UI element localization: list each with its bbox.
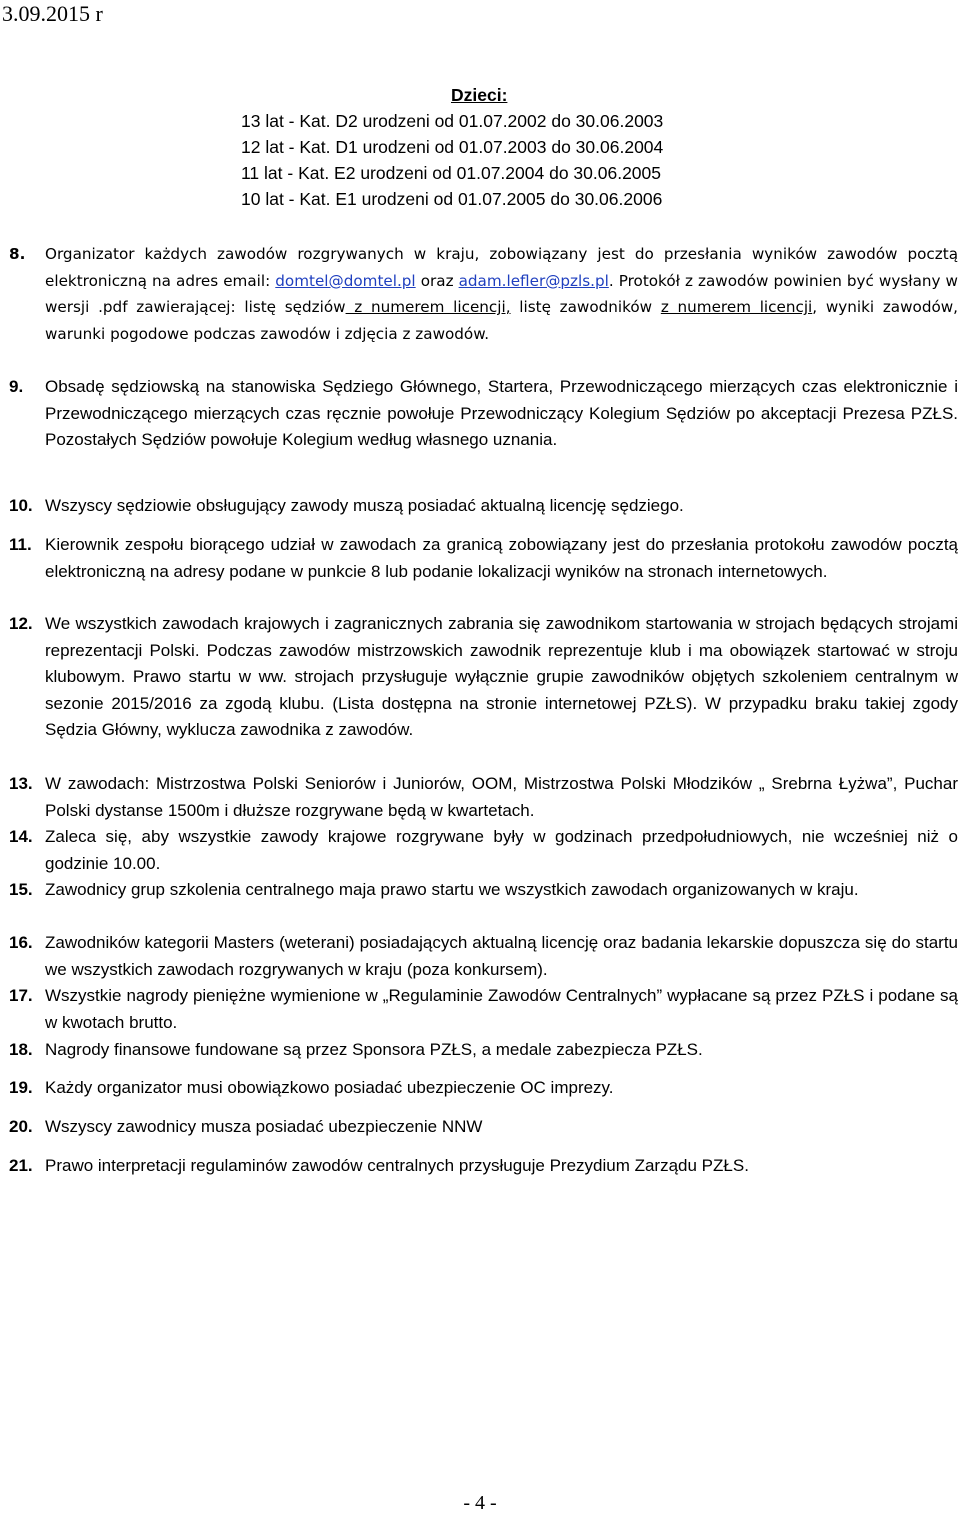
rule-item-19 [9,1075,958,1102]
rule-item-15 [9,877,958,904]
rule-number: 9. [9,377,24,396]
rule-item-8 [9,241,958,347]
rule-item-9 [9,374,958,454]
document-date: 3.09.2015 r [2,1,103,26]
category-line: 12 lat - Kat. D1 urodzeni od 01.07.2003 do 30.06.2004 [241,137,664,157]
rule-item-14 [9,824,958,877]
rule-text: Kierownik zespołu biorącego udział w zawodach za granicą zobowiązany jest do przesłania protokołu zawodów pocztą elektroniczną na adresy podane w punkcie 8 lub podanie lokalizacji wyników na stronach internetowych. [45,535,958,581]
rule-text: Obsadę sędziowską na stanowiska Sędziego Głównego, Startera, Przewodniczącego mierzących czas elektronicznie i Przewodniczącego mierzących czas ręcznie powołuje Przewodniczący Kolegium Sędziów po akceptacji Prezesa PZŁS. Pozostałych Sędziów powołuje Kolegium według własnego uznania. [45,377,958,450]
rule-item-16 [9,930,958,983]
rule-text: W zawodach: Mistrzostwa Polski Seniorów i Juniorów, OOM, Mistrzostwa Polski Młodzików „ Srebrna Łyżwa”, Puchar Polski dystanse 1500m i dłuższe rozgrywane będą w kwartetach. [45,774,958,820]
rule-text: Zawodników kategorii Masters (weterani) posiadających aktualną licencję oraz badania lekarskie dopuszcza się do startu we wszystkich zawodach rozgrywanych w kraju (poza konkursem). [45,933,958,979]
rule-item-10 [9,493,958,520]
email-link-domtel[interactable]: domtel@domtel.pl [275,271,416,290]
rule-text: Zaleca się, aby wszystkie zawody krajowe rozgrywane były w godzinach przedpołudniowych, nie wcześniej niż o godzinie 10.00. [45,827,958,873]
rule-number: 19. [9,1078,33,1097]
page-number: - 4 - [463,1492,497,1514]
rule-number: 17. [9,986,33,1005]
rule-number: 20. [9,1117,33,1136]
email-link-lefler[interactable]: adam.lefler@pzls.pl [458,271,609,290]
rule-text: Wszyscy sędziowie obsługujący zawody muszą posiadać aktualną licencję sędziego. [45,496,684,515]
rule-number: 21. [9,1156,33,1175]
rule-text: Zawodnicy grup szkolenia centralnego maja prawo startu we wszystkich zawodach organizowanych w kraju. [45,880,859,899]
category-line: 13 lat - Kat. D2 urodzeni od 01.07.2002 do 30.06.2003 [241,111,664,131]
rule-item-12 [9,611,958,744]
rule-text: Prawo interpretacji regulaminów zawodów centralnych przysługuje Prezydium Zarządu PZŁS. [45,1156,749,1175]
rule-text: We wszystkich zawodach krajowych i zagranicznych zabrania się zawodnikom startowania w strojach będących strojami reprezentacji Polski. Podczas zawodów mistrzowskich zawodnik reprezentuje klub i ma obowiązek startować w stroju klubowym. Prawo startu w ww. strojach przysługuje wyłącznie grupie zawodników objętych szkoleniem centralnym w sezonie 2015/2016 za zgodą klubu. (Lista dostępna na stronie internetowej PZŁS). W przypadku braku takiej zgody Sędzia Główny, wyklucza zawodnika z zawodów. [45,614,958,740]
category-line: 10 lat - Kat. E1 urodzeni od 01.07.2005 do 30.06.2006 [241,189,663,209]
rule-number: 8. [9,245,26,263]
rule-text: Każdy organizator musi obowiązkowo posiadać ubezpieczenie OC imprezy. [45,1078,614,1097]
rule-number: 16. [9,933,33,952]
rule-text: Organizator każdych zawodów rozgrywanych w kraju, zobowiązany jest do przesłania wyników zawodów pocztą elektroniczną na adres email: domtel@domtel.pl oraz adam.lefler@pzls.pl. Protokół z zawodów powinien być wysłany w wersji .pdf zawierającej: listę sędziów z numerem licencji, listę zawodników z numerem licencji, wyniki zawodów, warunki pogodowe podczas zawodów i zdjęcia z zawodów. [45,245,958,343]
rule-number: 14. [9,827,33,846]
category-line: 11 lat - Kat. E2 urodzeni od 01.07.2004 do 30.06.2005 [241,163,661,183]
rule-item-11 [9,532,958,585]
rule-number: 15. [9,880,33,899]
rule-item-21 [9,1153,958,1180]
rule-number: 12. [9,614,33,633]
rule-text: Nagrody finansowe fundowane są przez Sponsora PZŁS, a medale zabezpiecza PZŁS. [45,1040,703,1059]
rule-item-13 [9,771,958,824]
rule-number: 18. [9,1040,33,1059]
rule-number: 13. [9,774,33,793]
children-heading: Dzieci: [451,85,508,105]
rule-number: 10. [9,496,33,515]
rule-text: Wszyscy zawodnicy musza posiadać ubezpieczenie NNW [45,1117,483,1136]
rule-item-20 [9,1114,958,1141]
rule-item-18 [9,1037,958,1064]
rule-item-17 [9,983,958,1036]
rule-text: Wszystkie nagrody pieniężne wymienione w „Regulaminie Zawodów Centralnych” wypłacane są przez PZŁS i podane są w kwotach brutto. [45,986,958,1032]
rule-number: 11. [9,535,32,554]
